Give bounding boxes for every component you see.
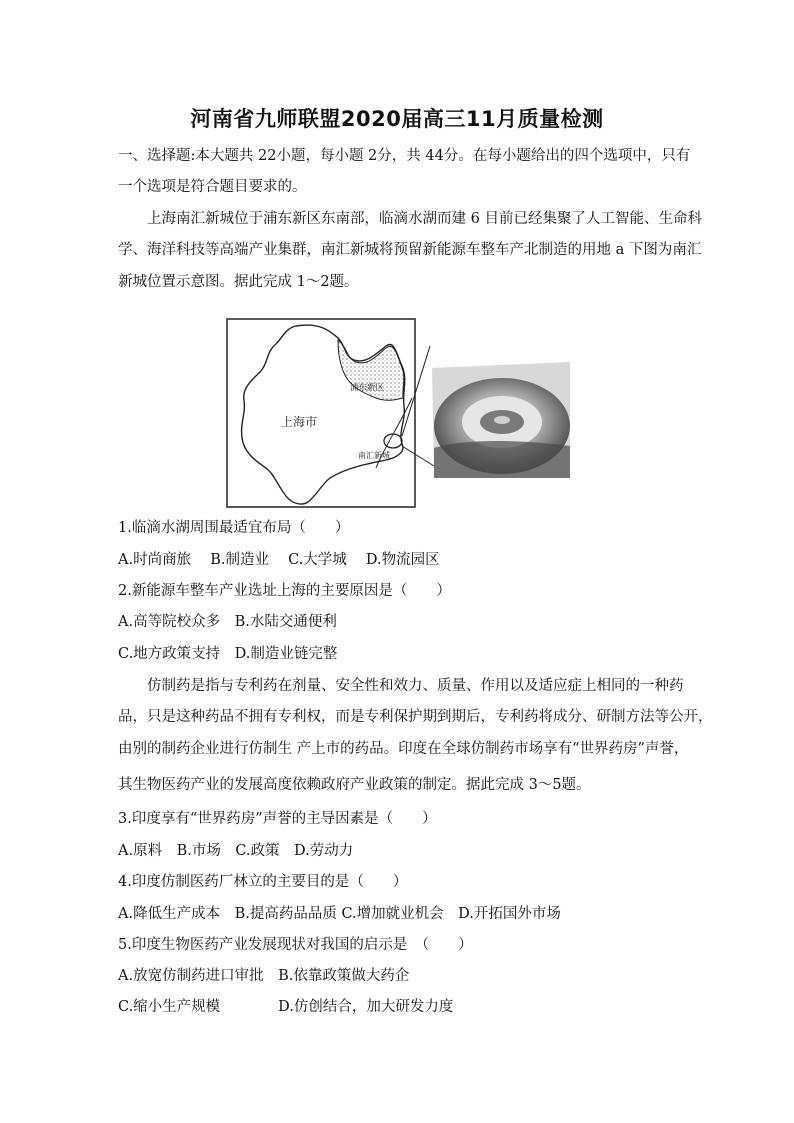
passage1-line-1: 上海南汇新城位于浦东新区东南部，临滴水湖而建 6 目前已经集聚了人工智能、生命科: [147, 211, 702, 227]
aerial-photo: [432, 362, 570, 478]
map-label-nanhui: 南汇新城: [358, 451, 390, 460]
section-intro-line-2: 一个选项是符合题目要求的。: [118, 179, 307, 195]
map-label-shanghai: 上海市: [281, 415, 318, 429]
q2-options-line-1: A.高等院校众多 B.水陆交通便利: [118, 614, 337, 630]
passage2-line-2: 品，只是这种药品不拥有专利权，而是专利保护期到期后，专利药将成分、研制方法等公开，: [118, 709, 713, 725]
q4-stem: 4.印度仿制医药厂林立的主要目的是（ ）: [118, 874, 408, 890]
q1-stem: 1.临滴水湖周围最适宜布局（ ）: [118, 520, 350, 536]
q3-stem: 3.印度享有“世界药房”声誉的主导因素是（ ）: [118, 811, 437, 827]
section-intro-line-1: 一、选择题:本大题共 22小题，每小题 2分，共 44分。在每小题给出的四个选项中，只有: [118, 148, 691, 164]
passage1-line-3: 新城位置示意图。据此完成 1～2题。: [118, 274, 359, 290]
q2-options-line-2: C.地方政策支持 D.制造业链完整: [118, 646, 338, 662]
q4-options: A.降低生产成本 B.提高药品品质 C.增加就业机会 D.开拓国外市场: [118, 906, 561, 922]
q5-options-line-2: C.缩小生产规模 D.仿创结合，加大研发力度: [118, 999, 454, 1015]
passage2-line-1: 仿制药是指与专利药在剂量、安全性和效力、质量、作用以及适应症上相同的一种药: [147, 678, 684, 694]
passage2-line-3: 由别的制药企业进行仿制生 产上市的药品。印度在全球仿制药市场享有“世界药房”声誉，: [118, 741, 689, 757]
q2-stem: 2.新能源车整车产业选址上海的主要原因是（ ）: [118, 583, 451, 599]
q3-options: A.原料 B.市场 C.政策 D.劳动力: [118, 843, 354, 859]
q1-options: A.时尚商旅 B.制造业 C.大学城 D.物流园区: [118, 552, 440, 568]
map-label-pudong: 浦东新区: [350, 383, 385, 393]
q5-stem: 5.印度生物医药产业发展现状对我国的启示是 （ ）: [118, 937, 473, 953]
nanhui-location-map: [226, 318, 570, 508]
page-title: 河南省九师联盟2020届高三11月质量检测: [190, 107, 604, 131]
passage2-line-4: 其生物医药产业的发展高度依赖政府产业政策的制定。据此完成 3～5题。: [118, 777, 591, 793]
passage1-line-2: 学、海洋科技等高端产业集群，南汇新城将预留新能源车整车产北制造的用地 a 下图为南汇: [118, 242, 702, 258]
q5-options-line-1: A.放宽仿制药进口审批 B.依靠政策做大药企: [118, 968, 410, 984]
